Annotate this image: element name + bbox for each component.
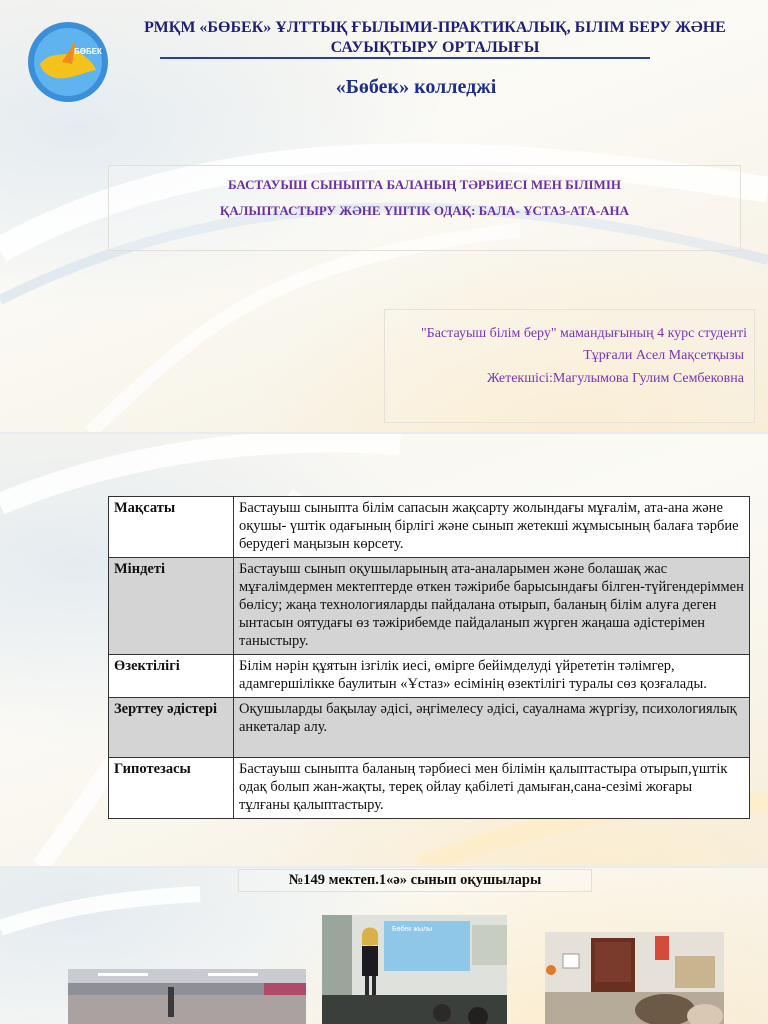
row-key: Гипотезасы — [109, 758, 234, 819]
author-box — [384, 309, 755, 423]
topic-line: ҚАЛЫПТАСТЫРУ ЖӘНЕ ҮШТІК ОДАҚ: БАЛА- ҰСТАЗ-АТА-АНА — [219, 203, 630, 218]
topic-line: БАСТАУЫШ СЫНЫПТА БАЛАНЫҢ ТӘРБИЕСІ МЕН БІЛІМІН — [227, 177, 621, 192]
college-name: «Бөбек» колледжі — [335, 76, 497, 98]
classroom-photo-3 — [545, 932, 724, 1024]
supervisor: Жетекшісі:Магулымова Гулим Сембековна — [487, 371, 744, 386]
classroom-photo-2 — [322, 915, 507, 1024]
row-value: Бастауыш сыныпта баланың тәрбиесі мен білімін қалыптастыра отырып,үштік одақ болып жан-жақты, тереқ ойлау қабілеті дамыған,сана-сезімі жоғары тұлғаны қалыптастыру. — [234, 758, 750, 819]
row-value: Білім нәрін құятын ізгілік иесі, өмірге бейімделуді үйрететін тәлімгер, адамгершілікке баулитын «Ұстаз» есімінің өзектілігі туралы сөз қозғалады. — [234, 655, 750, 698]
row-key: Міндеті — [109, 558, 234, 655]
row-value: Бастауыш сыныпта білім сапасын жақсарту жолындағы мұғалім, ата-ана және оқушы- үштік одағының бірлігі және сынып жетекші жұмысының балаға тәрбие берудегі маңызын көрсету. — [234, 497, 750, 558]
row-key: Мақсаты — [109, 497, 234, 558]
goals-table — [108, 496, 750, 819]
svg-text:Бөбек жылы: Бөбек жылы — [392, 926, 433, 933]
caption-box — [238, 869, 592, 892]
student-name: Тұрғали Асел Мақсетқызы — [583, 348, 744, 363]
topic-box — [108, 165, 741, 251]
svg-text:БӨБЕК: БӨБЕК — [74, 47, 102, 56]
row-value: Бастауыш сынып оқушыларының ата-аналарымен және болашақ жас мұғалімдермен мектептерде өткен тәжірибе барысындағы білген-түйгендеріммен бөлісу; жаңа технологияларды пайдалана отырып, баланың білім алуға деген ынтасын оятудағы өз тәжірибемде пайдаланып жүрген жаңаша әдістерімен таныстыру. — [234, 558, 750, 655]
row-value: Оқушыларды бақылау әдісі, әңгімелесу әдісі, сауалнама жүргізу, психологиялық анкеталар алу. — [234, 698, 750, 758]
row-key: Өзектілігі — [109, 655, 234, 698]
classroom-photo-1 — [68, 969, 306, 1024]
table-row — [109, 497, 750, 558]
title-slide — [0, 0, 768, 432]
goals-slide — [0, 434, 768, 866]
table-row — [109, 698, 750, 758]
table-row — [109, 558, 750, 655]
title-underline — [160, 57, 650, 59]
organization-title: РМҚМ «БӨБЕК» ҰЛТТЫҚ ҒЫЛЫМИ-ПРАКТИКАЛЫҚ, БІЛІМ БЕРУ ЖӘНЕ САУЫҚТЫРУ ОРТАЛЫҒЫ — [144, 19, 726, 56]
student-course: "Бастауыш білім беру" мамандығының 4 курс студенті — [420, 326, 747, 341]
photos-slide — [0, 868, 768, 1024]
photos-caption: №149 мектеп.1«ә» сынып оқушылары — [288, 872, 542, 888]
row-key: Зерттеу әдістері — [109, 698, 234, 758]
table-row — [109, 758, 750, 819]
table-row — [109, 655, 750, 698]
